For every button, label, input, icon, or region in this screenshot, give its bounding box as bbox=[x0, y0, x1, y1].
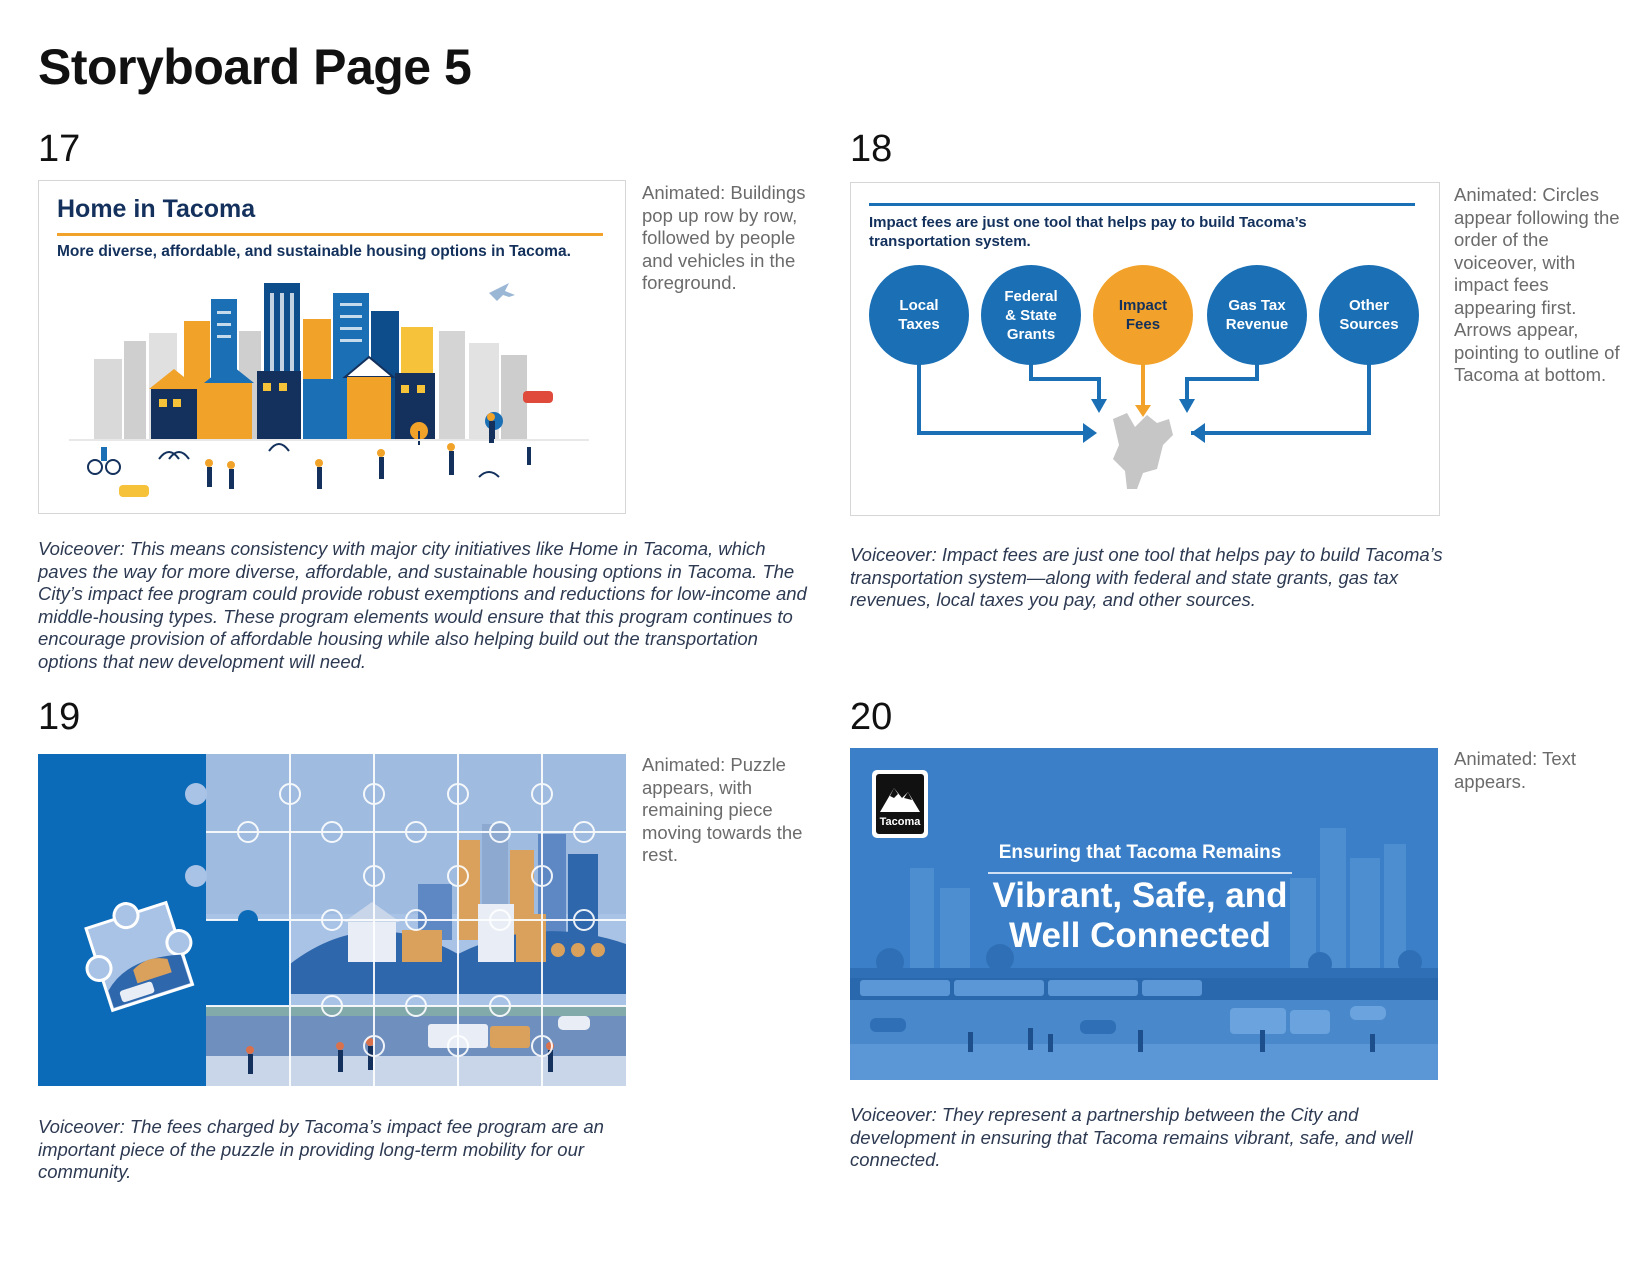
headline-line-2: Well Connected bbox=[1009, 916, 1271, 955]
funding-diagram bbox=[851, 183, 1439, 515]
slide-17-home-in-tacoma bbox=[38, 180, 626, 514]
arrow-local-taxes bbox=[919, 353, 1083, 433]
slide-17-divider bbox=[57, 233, 603, 236]
circle-local-taxes bbox=[869, 265, 969, 365]
city-of-tacoma-logo bbox=[872, 770, 928, 838]
voiceover-19: Voiceover: The fees charged by Tacoma’s impact fee program are an important piece of the puzzle in providing long-term mobility for our community. bbox=[38, 1116, 604, 1182]
circle-impact-fees bbox=[1093, 265, 1193, 365]
animation-note-20: Animated: Text appears. bbox=[1454, 748, 1577, 792]
voiceover-17: Voiceover: This means consistency with major city initiatives like Home in Tacoma, which paves the way for more diverse, affordable, and sustainable housing options in Tacoma. The City’s impact fee program could provide robust exemptions and reductions for low-income and middle-housing types. These program elements would ensure that this program continues to encourage provision of affordable housing while also helping build out the transportation options that new development will need. bbox=[38, 538, 807, 672]
circle-label: Other bbox=[1348, 297, 1390, 314]
logo-name: Tacoma bbox=[879, 816, 921, 828]
panel-number-20: 20 bbox=[850, 696, 893, 738]
loose-puzzle-piece bbox=[71, 887, 204, 1014]
animation-note-17: Animated: Buildings pop up row by row, followed by people and vehicles in the foreground. bbox=[642, 182, 806, 293]
slide-20-headline bbox=[850, 876, 1430, 956]
circle-label: Grants bbox=[1006, 326, 1056, 343]
city-illustration bbox=[39, 271, 625, 511]
slide-19-puzzle bbox=[38, 754, 626, 1086]
circle-label: & State bbox=[1005, 307, 1057, 324]
circle-label: Taxes bbox=[898, 316, 940, 333]
slide-20-divider bbox=[988, 872, 1292, 874]
page-title: Storyboard Page 5 bbox=[38, 39, 472, 95]
arrow-other-sources bbox=[1191, 353, 1369, 433]
slide-18-caption: Impact fees are just one tool that helps pay to build Tacoma’s transportation system. bbox=[869, 214, 1307, 250]
headline-line-1: Vibrant, Safe, and bbox=[992, 876, 1288, 915]
panel-number-19: 19 bbox=[38, 696, 81, 738]
circle-other-sources bbox=[1319, 265, 1419, 365]
slide-20-title-card bbox=[850, 748, 1438, 1080]
circle-label: Local bbox=[899, 297, 939, 314]
voiceover-18: Voiceover: Impact fees are just one tool that helps pay to build Tacoma’s transportation system—along with federal and state grants, gas tax revenues, local taxes you pay, and other sources. bbox=[850, 544, 1443, 610]
circle-label: Sources bbox=[1339, 316, 1399, 333]
animation-note-18: Animated: Circles appear following the order of the voiceover, with impact fees appearing first. Arrows appear, pointing to outline of Tacoma at bottom. bbox=[1454, 184, 1620, 385]
circle-label: Fees bbox=[1125, 316, 1161, 333]
circle-gas-tax-revenue bbox=[1207, 265, 1307, 365]
animation-note-19: Animated: Puzzle appears, with remaining piece moving towards the rest. bbox=[642, 754, 803, 865]
panel-number-17: 17 bbox=[38, 128, 81, 170]
circle-label: Revenue bbox=[1225, 316, 1289, 333]
voiceover-20: Voiceover: They represent a partnership between the City and development in ensuring that Tacoma remains vibrant, safe, and well connected. bbox=[850, 1104, 1413, 1170]
circle-label: Federal bbox=[1004, 288, 1058, 305]
circle-label: Impact bbox=[1118, 297, 1168, 314]
circle-label: Gas Tax bbox=[1228, 297, 1286, 314]
slide-20-kicker: Ensuring that Tacoma Remains bbox=[998, 842, 1282, 863]
panel-number-18: 18 bbox=[850, 128, 893, 170]
slide-18-funding-sources bbox=[850, 182, 1440, 516]
logo-city-label: CITY OF bbox=[886, 808, 914, 814]
slide-17-title: Home in Tacoma bbox=[57, 195, 256, 223]
tacoma-outline-icon bbox=[1113, 413, 1173, 489]
slide-17-subtitle: More diverse, affordable, and sustainable housing options in Tacoma. bbox=[57, 243, 571, 260]
puzzle-illustration bbox=[38, 754, 626, 1086]
